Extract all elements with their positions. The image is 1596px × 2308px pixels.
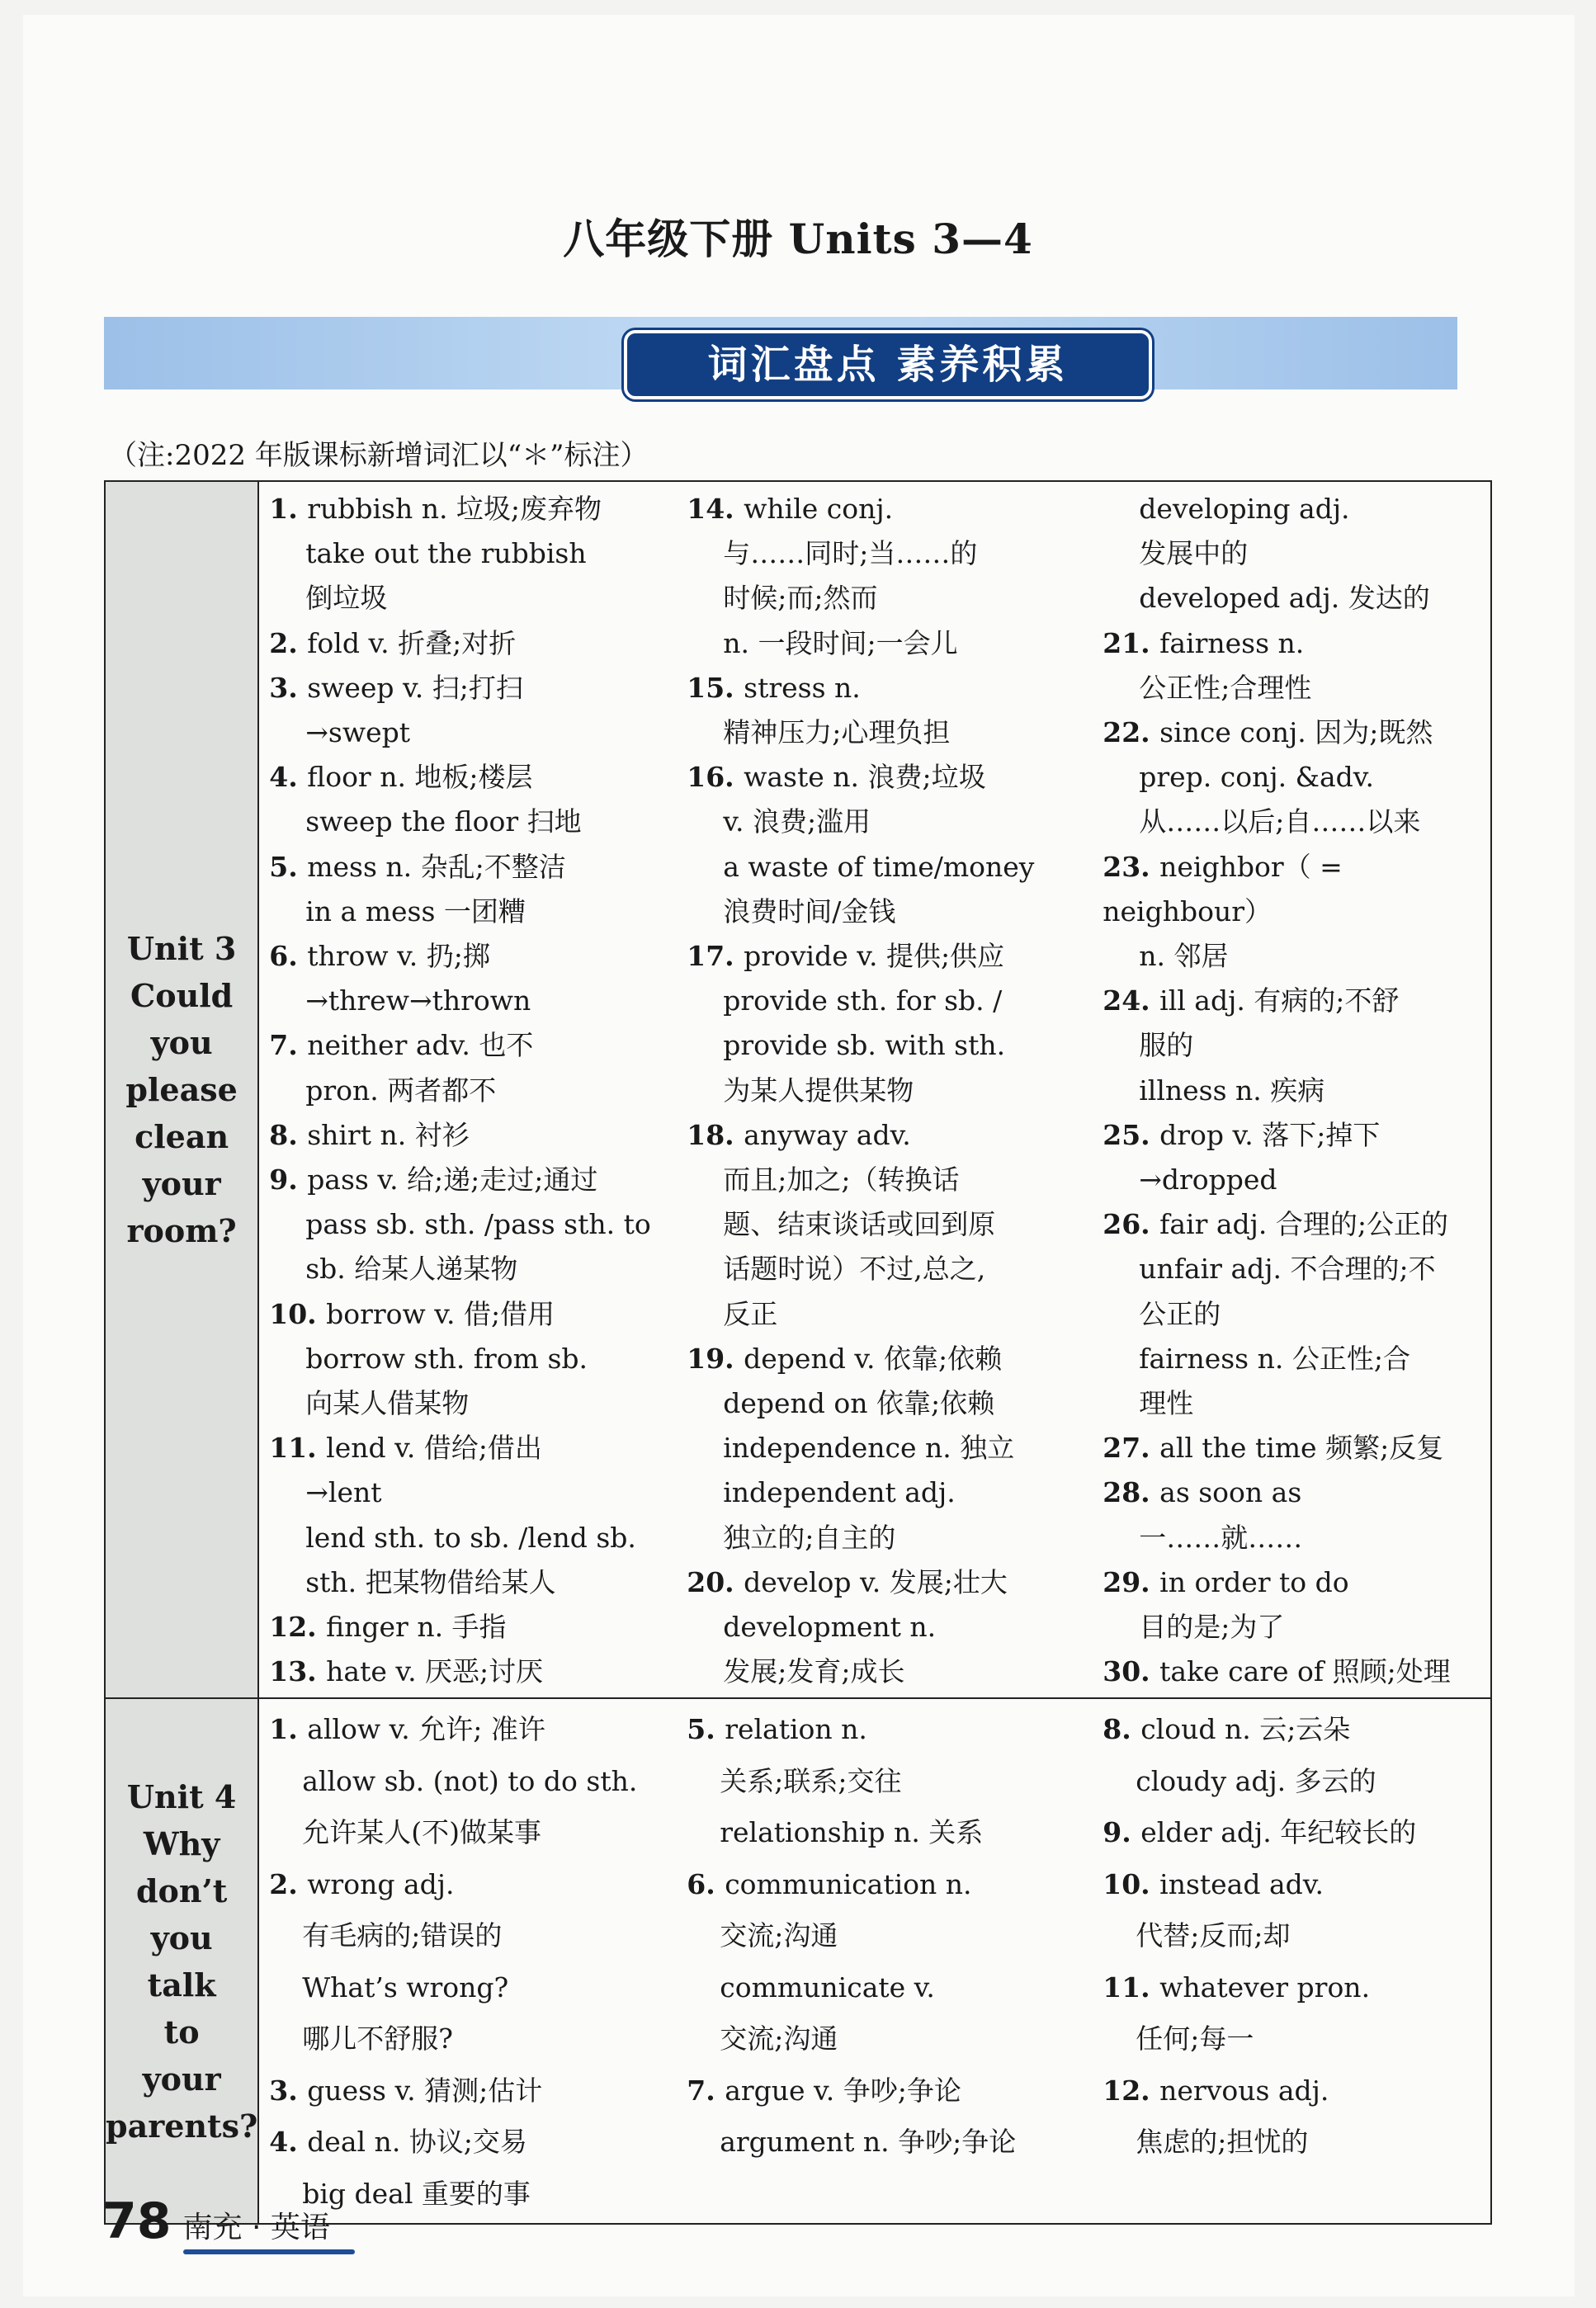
entry-number: 21.	[1103, 626, 1160, 659]
entry-text: finger n. 手指	[326, 1611, 507, 1644]
entry-text: fairness n.	[1159, 626, 1305, 659]
vocab-entry	[687, 2065, 1103, 2169]
vocab-entry	[269, 1650, 687, 1694]
vocab-entry	[687, 1113, 1103, 1337]
entry-line: lend sth. to sb. /lend sb.	[305, 1521, 636, 1554]
unit4-col1	[259, 1704, 687, 2220]
entry-line: 服的	[1139, 1029, 1194, 1062]
vocab-entry	[687, 1704, 1103, 1859]
entry-text: since conj. 因为;既然	[1159, 716, 1433, 749]
vocabulary-table	[104, 480, 1492, 2225]
entry-text: communication n.	[725, 1867, 972, 1900]
entry-text: fair adj. 合理的;公正的	[1159, 1208, 1448, 1241]
entry-line: What’s wrong?	[302, 1971, 509, 2004]
vocab-entry	[687, 1560, 1103, 1695]
entry-number: 18.	[687, 1118, 744, 1151]
vocab-entry	[269, 1292, 687, 1427]
entry-number: 3.	[269, 2074, 308, 2107]
entry-number: 2.	[269, 1867, 308, 1900]
entry-text: cloud n. 云;云朵	[1140, 1713, 1351, 1746]
entry-line: 反正	[723, 1297, 778, 1330]
entry-line: →threw→thrown	[305, 984, 531, 1017]
entry-line: take out the rubbish	[305, 537, 587, 570]
entry-number: 26.	[1103, 1208, 1160, 1241]
entry-line: sth. 把某物借给某人	[305, 1565, 556, 1598]
unit-label-line: Unit 3	[126, 930, 237, 968]
unit4-content	[258, 1698, 1491, 2224]
entry-number: 30.	[1103, 1655, 1160, 1688]
entry-number: 11.	[269, 1432, 327, 1465]
entry-line: 发展中的	[1139, 537, 1249, 570]
entry-text: elder adj. 年纪较长的	[1140, 1816, 1417, 1849]
entry-line: 哪儿不舒服?	[302, 2022, 453, 2055]
entry-line: 题、结束谈话或回到原	[723, 1208, 996, 1241]
entry-text: all the time 频繁;反复	[1159, 1432, 1444, 1465]
entry-line: v. 浪费;滥用	[723, 805, 871, 838]
entry-line: big deal 重要的事	[302, 2177, 531, 2210]
entry-line: fairness n. 公正性;合	[1139, 1342, 1410, 1375]
unit-label-line: you	[150, 1919, 213, 1956]
unit-label-line: don’t	[135, 1871, 228, 1909]
entry-number: 10.	[1103, 1867, 1160, 1900]
entry-number: 7.	[269, 1029, 308, 1062]
unit-label-line: you	[150, 1024, 213, 1062]
entry-line: developed adj. 发达的	[1139, 582, 1430, 615]
entry-number: 3.	[269, 671, 308, 704]
entry-number: 22.	[1103, 716, 1160, 749]
unit3-col2	[687, 487, 1103, 1694]
entry-text: instead adv.	[1159, 1867, 1324, 1900]
unit3-content	[258, 481, 1491, 1698]
vocab-entry	[269, 1859, 687, 2065]
entry-number: 25.	[1103, 1118, 1160, 1151]
entry-text: floor n. 地板;楼层	[307, 761, 533, 794]
entry-number: 4.	[269, 2126, 308, 2159]
vocab-entry	[269, 1158, 687, 1292]
entry-line: developing adj.	[1139, 493, 1350, 525]
entry-number: 8.	[1103, 1713, 1141, 1746]
vocab-entry	[1103, 1426, 1490, 1470]
entry-number: 11.	[1103, 1971, 1160, 2004]
vocab-entry	[687, 666, 1103, 755]
entry-text: while conj.	[744, 493, 894, 525]
entry-line: 交流;沟通	[720, 1919, 838, 1952]
entry-line: 发展;发育;成长	[723, 1655, 905, 1688]
entry-text: nervous adj.	[1159, 2074, 1329, 2107]
entry-number: 16.	[687, 761, 744, 794]
entry-line: in a mess 一团糟	[305, 894, 526, 927]
entry-text: wrong adj.	[307, 1867, 455, 1900]
entry-text: anyway adv.	[744, 1118, 911, 1151]
banner-label: 词汇盘点 素养积累	[624, 330, 1152, 399]
entry-line: pron. 两者都不	[305, 1074, 497, 1107]
entry-line: 向某人借某物	[305, 1387, 470, 1420]
entry-number: 1.	[269, 493, 308, 525]
section-banner	[104, 317, 1457, 389]
entry-number: 5.	[269, 850, 308, 883]
entry-text: fold v. 折叠;对折	[307, 626, 517, 659]
entry-number: 6.	[269, 940, 308, 973]
entry-number: 24.	[1103, 984, 1160, 1017]
entry-line: 独立的;自主的	[723, 1521, 896, 1554]
vocab-entry	[269, 487, 687, 621]
vocab-entry	[1103, 979, 1490, 1113]
entry-text: borrow v. 借;借用	[326, 1297, 555, 1330]
entry-line: 一……就……	[1139, 1521, 1303, 1554]
vocab-entry	[269, 1605, 687, 1650]
entry-number: 10.	[269, 1297, 327, 1330]
entry-number: 12.	[269, 1611, 327, 1644]
vocab-entry	[687, 934, 1103, 1113]
footer	[102, 2192, 330, 2250]
entry-line: 从……以后;自……以来	[1139, 805, 1421, 838]
entry-number: 1.	[269, 1713, 308, 1746]
unit-label-line: Why	[143, 1824, 220, 1862]
vocab-entry	[687, 487, 1103, 666]
unit3-row	[105, 481, 1491, 1698]
entry-line: independence n. 独立	[723, 1432, 1015, 1465]
entry-line: 目的是;为了	[1139, 1611, 1285, 1644]
entry-line: 允许某人(不)做某事	[302, 1816, 541, 1849]
entry-line: pass sb. sth. /pass sth. to	[305, 1208, 651, 1241]
entry-number: 17.	[687, 940, 744, 973]
entry-number: 9.	[269, 1163, 308, 1196]
entry-number: 20.	[687, 1565, 744, 1598]
vocab-entry	[269, 1426, 687, 1605]
entry-line: independent adj.	[723, 1476, 956, 1509]
entry-line: →swept	[305, 716, 410, 749]
entry-text: allow v. 允许; 准许	[307, 1713, 545, 1746]
vocab-entry	[269, 666, 687, 755]
entry-line: unfair adj. 不合理的;不	[1139, 1253, 1436, 1286]
entry-line: sb. 给某人递某物	[305, 1253, 518, 1286]
entry-line: 焦虑的;担忧的	[1136, 2126, 1309, 2159]
entry-text: deal n. 协议;交易	[307, 2126, 527, 2159]
entry-number: 7.	[687, 2074, 725, 2107]
entry-line: illness n. 疾病	[1139, 1074, 1325, 1107]
entry-text: sweep v. 扫;打扫	[307, 671, 523, 704]
entry-text: argue v. 争吵;争论	[725, 2074, 961, 2107]
vocab-entry	[269, 2065, 687, 2117]
entry-line: development n.	[723, 1611, 937, 1644]
unit4-col2	[687, 1704, 1103, 2220]
entry-text: develop v. 发展;壮大	[744, 1565, 1008, 1598]
entry-line: 为某人提供某物	[723, 1074, 914, 1107]
vocab-entry	[1103, 1704, 1490, 1807]
entry-line: communicate v.	[720, 1971, 935, 2004]
unit3-col1	[259, 487, 687, 1694]
footer-underline	[183, 2249, 355, 2254]
entry-line: 话题时说）不过,总之,	[723, 1253, 986, 1286]
entry-text: depend v. 依靠;依赖	[744, 1342, 1003, 1375]
vocab-entry	[269, 621, 687, 666]
entry-number: 12.	[1103, 2074, 1160, 2107]
entry-text: throw v. 扔;掷	[307, 940, 490, 973]
entry-line: 倒垃圾	[305, 582, 388, 615]
entry-text: in order to do	[1159, 1565, 1349, 1598]
entry-line: 公正性;合理性	[1139, 671, 1312, 704]
entry-line: allow sb. (not) to do sth.	[302, 1764, 638, 1797]
entry-text: provide v. 提供;供应	[744, 940, 1005, 973]
vocab-entry	[1103, 621, 1490, 710]
entry-text: lend v. 借给;借出	[326, 1432, 542, 1465]
entry-text: stress n.	[744, 671, 861, 704]
entry-line: 代替;反而;却	[1136, 1919, 1291, 1952]
unit-label-line: clean	[135, 1118, 229, 1156]
entry-line: cloudy adj. 多云的	[1136, 1764, 1376, 1797]
entry-line: depend on 依靠;依赖	[723, 1387, 995, 1420]
unit4-label	[105, 1698, 258, 2224]
vocab-entry	[1103, 2065, 1490, 2169]
vocab-entry	[687, 1337, 1103, 1560]
entry-line: a waste of time/money	[723, 850, 1035, 883]
entry-line: relationship n. 关系	[720, 1816, 984, 1849]
entry-text: take care of 照顾;处理	[1159, 1655, 1451, 1688]
page-number: 78	[102, 2192, 172, 2250]
vocab-entry	[269, 1704, 687, 1859]
vocab-entry	[269, 934, 687, 1023]
vocab-entry	[1103, 1962, 1490, 2065]
entry-line: 与……同时;当……的	[723, 537, 978, 570]
unit-label-line: Could	[130, 977, 234, 1015]
entry-line: 关系;联系;交往	[720, 1764, 902, 1797]
entry-number: 19.	[687, 1342, 744, 1375]
entry-text: hate v. 厌恶;讨厌	[326, 1655, 544, 1688]
vocab-entry	[687, 1859, 1103, 2065]
entry-line: provide sb. with sth.	[723, 1029, 1006, 1062]
entry-number: 9.	[1103, 1816, 1141, 1849]
entry-number: 14.	[687, 493, 744, 525]
entry-number: 6.	[687, 1867, 725, 1900]
entry-number: 27.	[1103, 1432, 1160, 1465]
entry-line: 精神压力;心理负担	[723, 716, 951, 749]
unit4-row	[105, 1698, 1491, 2224]
unit-label-line: parents?	[106, 2107, 258, 2145]
entry-line: 任何;每一	[1136, 2022, 1254, 2055]
vocab-entry	[1103, 1202, 1490, 1426]
unit3-col3	[1103, 487, 1490, 1694]
entry-line: 时候;而;然而	[723, 582, 878, 615]
unit-label-line: your	[142, 2060, 221, 2098]
entry-line: n. 邻居	[1139, 940, 1229, 973]
entry-text: mess n. 杂乱;不整洁	[307, 850, 566, 883]
entry-line: borrow sth. from sb.	[305, 1342, 588, 1375]
entry-line: n. 一段时间;一会儿	[723, 626, 958, 659]
unit-label-line: please	[125, 1071, 238, 1109]
entry-text: waste n. 浪费;垃圾	[744, 761, 986, 794]
entry-number: 29.	[1103, 1565, 1160, 1598]
vocab-entry	[269, 755, 687, 844]
unit-label-line: room?	[126, 1212, 237, 1250]
unit-label-line: talk	[147, 1966, 216, 2004]
entry-number: 23.	[1103, 850, 1160, 883]
vocab-entry	[1103, 710, 1490, 845]
vocab-entry	[1103, 1859, 1490, 1962]
entry-number: 5.	[687, 1713, 725, 1746]
entry-line: 而且;加之;（转换话	[723, 1163, 960, 1196]
entry-text: neighbor（ = neighbour）	[1103, 850, 1343, 927]
note-text: （注:2022 年版课标新增词汇以“＊”标注）	[109, 439, 649, 472]
vocab-entry	[1103, 487, 1490, 621]
footer-label-text: 南充 · 英语	[182, 2211, 330, 2244]
vocab-entry	[1103, 1470, 1490, 1560]
entry-text: shirt n. 衬衫	[307, 1118, 470, 1151]
entry-text: whatever pron.	[1159, 1971, 1371, 2004]
entry-text: guess v. 猜测;估计	[307, 2074, 543, 2107]
entry-number: 8.	[269, 1118, 308, 1151]
vocab-entry	[1103, 1650, 1490, 1694]
entry-text: relation n.	[725, 1713, 867, 1746]
entry-line: 理性	[1139, 1387, 1194, 1420]
entry-text: ill adj. 有病的;不舒	[1159, 984, 1400, 1017]
entry-text: as soon as	[1159, 1476, 1302, 1509]
page-title: 八年级下册 Units 3—4	[563, 215, 1033, 263]
entry-number: 4.	[269, 761, 308, 794]
entry-line: 交流;沟通	[720, 2022, 838, 2055]
entry-text: neither adv. 也不	[307, 1029, 534, 1062]
entry-text: rubbish n. 垃圾;废弃物	[307, 493, 602, 525]
vocab-entry	[269, 845, 687, 934]
entry-number: 15.	[687, 671, 744, 704]
vocab-entry	[1103, 1560, 1490, 1650]
unit3-label	[105, 481, 258, 1698]
entry-text: drop v. 落下;掉下	[1159, 1118, 1381, 1151]
entry-line: 有毛病的;错误的	[302, 1919, 503, 1952]
vocab-entry	[1103, 845, 1490, 979]
vocab-entry	[269, 1023, 687, 1112]
entry-number: 13.	[269, 1655, 327, 1688]
vocab-entry	[269, 1113, 687, 1158]
vocab-entry	[1103, 1807, 1490, 1859]
entry-line: argument n. 争吵;争论	[720, 2126, 1017, 2159]
footer-label	[183, 2210, 330, 2246]
vocab-entry	[687, 755, 1103, 934]
unit4-col3	[1103, 1704, 1490, 2220]
entry-text: pass v. 给;递;走过;通过	[307, 1163, 598, 1196]
entry-line: prep. conj. &adv.	[1139, 761, 1374, 794]
vocab-entry	[269, 2117, 687, 2220]
unit-label-line: to	[163, 2013, 200, 2051]
entry-line: →lent	[305, 1476, 382, 1509]
entry-line: provide sth. for sb. /	[723, 984, 1003, 1017]
entry-line: 浪费时间/金钱	[723, 894, 896, 927]
entry-line: →dropped	[1139, 1163, 1277, 1196]
entry-line: sweep the floor 扫地	[305, 805, 582, 838]
entry-number: 2.	[269, 626, 308, 659]
vocab-entry	[1103, 1113, 1490, 1202]
unit-label-line: Unit 4	[126, 1777, 237, 1815]
entry-line: 公正的	[1139, 1297, 1221, 1330]
entry-number: 28.	[1103, 1476, 1160, 1509]
unit-label-line: your	[142, 1165, 221, 1203]
